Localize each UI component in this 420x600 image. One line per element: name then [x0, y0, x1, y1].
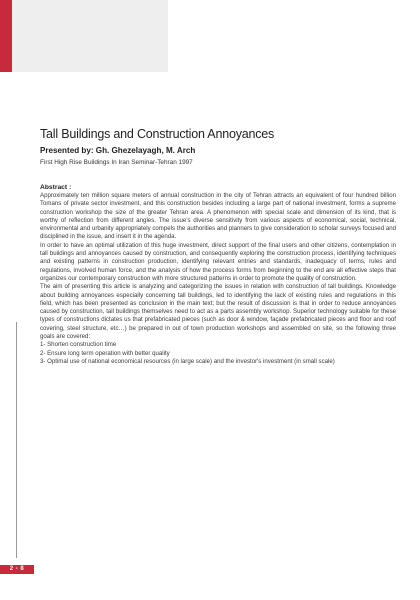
corner-red-block	[0, 0, 12, 72]
abstract-paragraph: Approximately ten million square meters of annual construction in the city of Tehran attracts an equivalent of four hundred billion Tomans of private sector investment, and this construction besides including a large part of national investment, forms a supreme construction workshop the size of the greater Tehran area. A phenomenon with special scale and dimension of its kind, that is worthy of reflection from different angles. The issue's diverse sensitivity from various aspects of economical, social, technical, environmental and urbanity appropriately compels the authorities and planners to give consideration to scholar surveys focused and disciplined in the issue, and insert it in the agenda.	[40, 192, 396, 241]
article-body	[40, 126, 396, 366]
page-number: 2 - 8	[0, 565, 34, 574]
abstract-paragraph: The aim of presenting this article is analyzing and categorizing the issues in relation with construction of tall buildings. Knowledge about building annoyances especially concerning tall buildings, led to identifying the lack of existing rules and regulations in this field, which has been presented as conclusion in the main text; but the result of discussion is that in order to reduce annoyances caused by construction, tall buildings themselves need to act as a parts assembly workshop. Superior technology suitable for these types of constructions dictates us that prefabricated pieces (such as door & window, façade prefabricated pieces and floor and roof covering, steel structure, etc…) be prepared in out of town production workshops and assembled on site, so the following three goals are covered:	[40, 283, 396, 341]
abstract-paragraph: In order to have an optimal utilization of this huge investment, direct support of the final users and other citizens, contemplation in tall buildings and annoyances caused by construction, and consequently exploring the construction process, identifying techniques and existing patterns in construction production, identifying relevant entries and standards, inadequacy of terms, rules and regulations, involved human force, and the analysis of how the process forms from beginning to the end are all effective steps that organizes our contemporary construction with more structured patterns in order to promote the quality of construction.	[40, 241, 396, 282]
abstract-label: Abstract :	[40, 184, 72, 191]
goal-list-item: 1- Shorten construction time	[40, 341, 117, 349]
article-source: First High Rise Buildings In Iran Seminar-Tehran 1997	[40, 159, 193, 166]
corner-gray-block	[12, 0, 168, 72]
goal-list-item: 3- Optimal use of national economical resources (in large scale) and the investor's investment (in small scale)	[40, 357, 335, 365]
article-title: Tall Buildings and Construction Annoyances	[40, 127, 275, 141]
goal-list-item: 2- Ensure long term operation with better quality	[40, 349, 170, 357]
article-byline: Presented by: Gh. Ghezelayagh, M. Arch	[40, 146, 196, 155]
sidebar-rule	[16, 322, 17, 558]
